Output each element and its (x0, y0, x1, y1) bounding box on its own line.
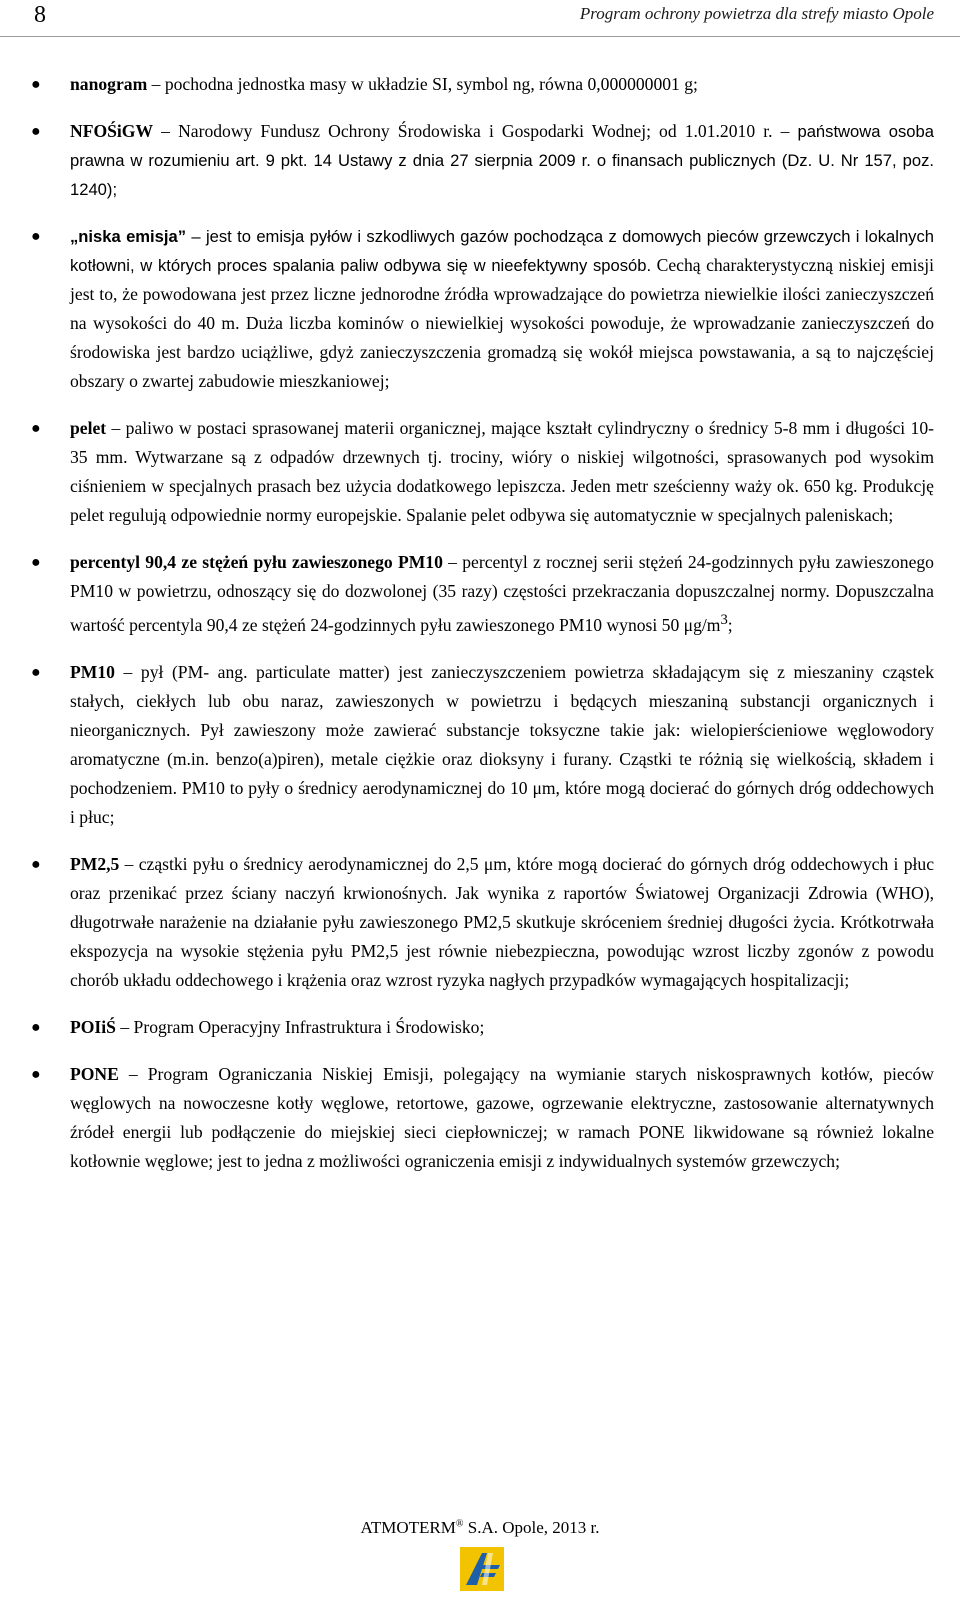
entry-text-end: ; (727, 614, 733, 635)
entry-text: Cechą charakterystyczną niskiej emisji jest to, że powodowana jest przez liczne jednorodne źródła wprowadzające do powietrza niewielkie ilości zanieczyszczeń na wysokości do 40 m. Duża liczba kominów o niewielkiej wysokości powoduje, że wprowadzanie zanieczyszczeń do środowiska jest bardzo uciążliwe, gdyż zanieczyszczenia gromadzą się wokół miejsca powstawania, a są to najczęściej obszary o zwartej zabudowie mieszkaniowej; (70, 255, 934, 391)
bullet-dot-icon: ● (31, 76, 41, 93)
entry-text: – paliwo w postaci sprasowanej materii organicznej, mające kształt cylindryczny o średnicy 5-8 mm i długości 10-35 mm. Wytwarzane są z odpadów drzewnych tj. trociny, wióry o niskiej wilgotności, sprasowanych pod wysokim ciśnieniem w specjalnych prasach bez użycia dodatkowego lepiszcza. Jeden metr sześcienny waży ok. 650 kg. Produkcję pelet regulują odpowiednie normy europejskie. Spalanie pelet odbywa się automatycznie w specjalnych paleniskach; (70, 418, 934, 525)
glossary-entry-niska-emisja (31, 222, 934, 396)
bullet-dot-icon: ● (31, 123, 41, 140)
entry-term: nanogram (70, 74, 148, 94)
glossary-entry-poiis (31, 1013, 934, 1042)
entry-term: NFOŚiGW (70, 121, 154, 141)
registered-mark: ® (455, 1518, 464, 1530)
superscript: 3 (720, 612, 728, 628)
entry-text: – cząstki pyłu o średnicy aerodynamicznej do 2,5 μm, które mogą docierać do górnych dróg oddechowych i płuc oraz przenikać przez ściany naczyń krwionośnych. Jak wynika z raportów Światowej Organizacji Zdrowia (WHO), długotrwałe narażenie na działanie pyłu zawieszonego PM2,5 skutkuje skróceniem średniej długości życia. Krótkotrwała ekspozycja na wysokie stężenia pyłu PM2,5 jest równie niebezpieczna, powodując wzrost liczby zgonów z powodu chorób układu oddechowego i krążenia oraz wzrost ryzyka nagłych przypadków wymagających hospitalizacji; (70, 853, 934, 990)
page-footer (0, 1518, 960, 1538)
entry-term: PONE (70, 1063, 119, 1084)
entry-text: – pochodna jednostka masy w układzie SI, symbol ng, równa 0,000000001 g; (147, 74, 698, 94)
entry-term: POIiŚ (70, 1016, 116, 1037)
bullet-dot-icon: ● (31, 420, 41, 437)
document-title: Program ochrony powietrza dla strefy miasto Opole (579, 4, 934, 23)
bullet-dot-icon: ● (31, 1065, 41, 1083)
glossary-list (0, 70, 960, 1194)
footer-company: ATMOTERM (360, 1518, 456, 1537)
entry-text-sans: – jest to emisja pyłów i szkodliwych gazów pochodząca z domowych pieców grzewczych i lokalnych kotłowni, w których proces spalania paliw odbywa się w nieefektywny sposób. (70, 227, 934, 275)
bullet-dot-icon: ● (31, 1018, 41, 1036)
entry-text: – percentyl z rocznej serii stężeń 24-godzinnych pyłu zawieszonego PM10 w powietrzu, odnoszący się do dozwolonej (35 razy) częstości przekraczania dopuszczalnej normy. Dopuszczalna wartość percentyla 90,4 ze stężeń 24-godzinnych pyłu zawieszonego PM10 wynosi 50 μg/m (70, 552, 934, 635)
entry-text: – pył (PM- ang. particulate matter) jest zanieczyszczeniem powietrza składającym się z mieszaniny cząstek stałych, ciekłych lub obu naraz, zawieszonych w powietrzu i będących mieszaniną substancji organicznych i nieorganicznych. Pył zawieszony może zawierać substancje toksyczne takie jak: wielopierścieniowe węglowodory aromatyczne (m.in. benzo(a)piren), metale ciężkie oraz dioksyny i furany. Cząstki te różnią się wielkością, składem i pochodzeniem. PM10 to pyły o średnicy aerodynamicznej do 10 μm, które mogą docierać do górnych dróg oddechowych i płuc; (70, 661, 934, 827)
entry-term: PM10 (70, 661, 115, 682)
bullet-dot-icon: ● (31, 228, 41, 245)
entry-term: „niska emisja” (70, 227, 187, 246)
glossary-entry-pone (31, 1060, 934, 1176)
entry-term: PM2,5 (70, 853, 120, 874)
page-number: 8 (34, 2, 46, 28)
bullet-dot-icon: ● (31, 663, 41, 681)
glossary-entry-pm10 (31, 658, 934, 832)
footer-text: S.A. Opole, 2013 r. (463, 1518, 600, 1537)
page-header (0, 0, 960, 37)
entry-text: – Program Operacyjny Infrastruktura i Środowisko; (115, 1016, 485, 1037)
glossary-entry-pm25 (31, 850, 934, 995)
bullet-dot-icon: ● (31, 855, 41, 873)
glossary-entry-percentyl (31, 548, 934, 640)
entry-text: – Narodowy Fundusz Ochrony Środowiska i Gospodarki Wodnej; od 1.01.2010 r. – (153, 121, 798, 141)
entry-text-sans: państwowa osoba prawna w rozumieniu art. 9 pkt. 14 Ustawy z dnia 27 sierpnia 2009 r. o finansach publicznych (Dz. U. Nr 157, poz. 1240); (70, 122, 934, 199)
atmoterm-logo-icon (460, 1547, 504, 1591)
bullet-dot-icon: ● (31, 554, 41, 571)
entry-term: percentyl 90,4 ze stężeń pyłu zawieszonego PM10 (70, 552, 443, 572)
glossary-entry-pelet (31, 414, 934, 530)
glossary-entry-nfosigw (31, 117, 934, 204)
entry-term: pelet (70, 418, 107, 438)
glossary-entry-nanogram (31, 70, 934, 99)
entry-text: – Program Ograniczania Niskiej Emisji, polegający na wymianie starych niskosprawnych kotłów, pieców węglowych na nowoczesne kotły węglowe, retortowe, gazowe, ogrzewanie elektryczne, zastosowanie alternatywnych źródeł energii lub podłączenie do miejskiej sieci ciepłowniczej; w ramach PONE likwidowane są również lokalne kotłownie węglowe; jest to jedna z możliwości ograniczenia emisji z indywidualnych systemów grzewczych; (70, 1063, 934, 1171)
